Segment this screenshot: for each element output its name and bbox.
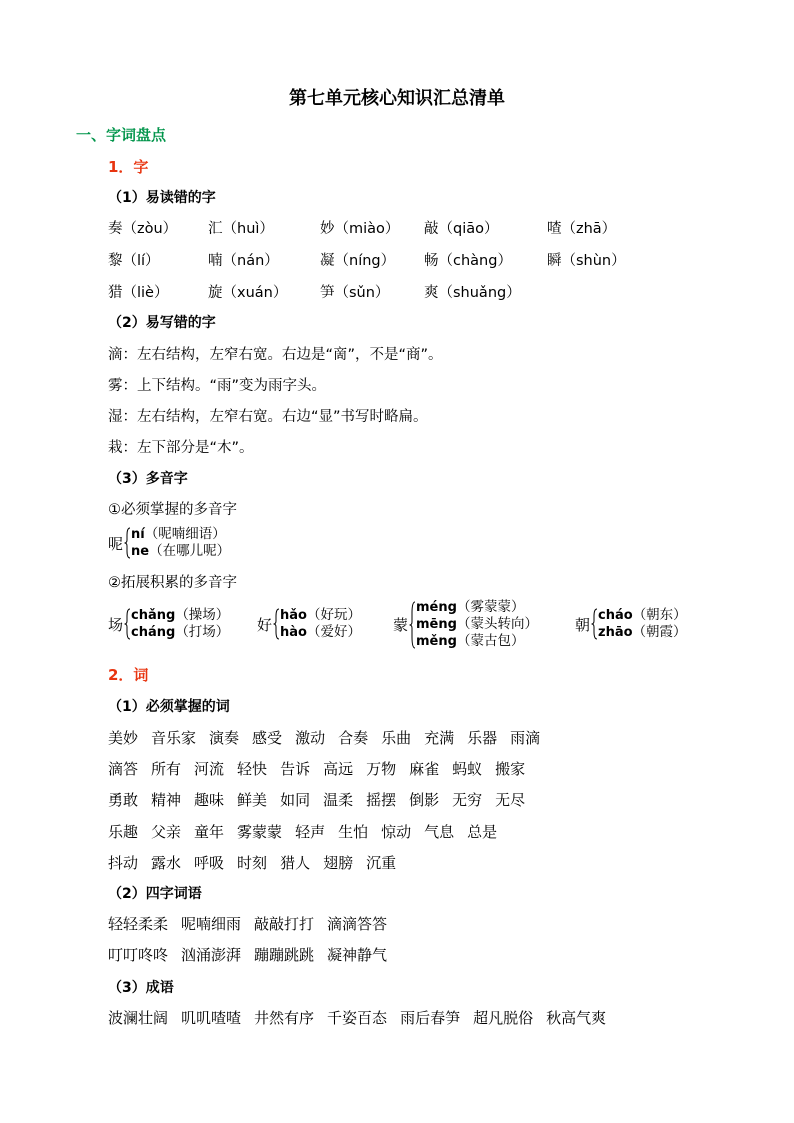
example-word: （雾蒙蒙）: [456, 599, 525, 615]
word: 河流: [194, 760, 225, 779]
word: 秋高气爽: [546, 1009, 607, 1027]
part-heading-characters: 1．字: [108, 158, 149, 176]
example-word: （朝东）: [632, 607, 687, 623]
char-reading: 瞬（shùn）: [547, 253, 626, 269]
word: 轻轻柔柔: [108, 915, 169, 933]
word-row: [108, 789, 538, 810]
pinyin: ní: [131, 527, 145, 542]
polyphonic-char: 好: [257, 615, 273, 634]
polyphonic-extend-label: ②拓展积累的多音字: [108, 575, 237, 591]
word: 呢喃细雨: [181, 915, 242, 933]
word: 翅膀: [323, 853, 354, 872]
word: 鲜美: [237, 791, 268, 810]
word: 滴滴答答: [327, 915, 388, 933]
word: 美妙: [108, 729, 139, 747]
subheading-easy-read: （1）易读错的字: [108, 190, 216, 206]
word: 轻声: [295, 822, 326, 841]
word: 搬家: [495, 760, 526, 779]
char-reading: 爽（shuǎng）: [424, 285, 521, 301]
word: 敲敲打打: [254, 915, 315, 933]
word: 麻雀: [409, 760, 440, 779]
pinyin: chǎng: [131, 608, 176, 623]
word: 滴答: [108, 760, 139, 779]
easy-write-line: 湿：左右结构，左窄右宽。右边“显”书写时略扁。: [108, 409, 428, 425]
page-title: 第七单元核心知识汇总清单: [289, 88, 505, 109]
example-word: （好玩）: [306, 607, 361, 623]
word-row: [108, 1007, 619, 1028]
char-reading: 凝（níng）: [320, 253, 396, 269]
char-reading: 黎（lí）: [108, 253, 160, 269]
word: 雾蒙蒙: [237, 822, 283, 841]
word: 感受: [252, 729, 283, 747]
word: 气息: [424, 822, 455, 841]
polyphonic-char: 蒙: [393, 616, 409, 634]
char-reading: 喃（nán）: [208, 253, 279, 269]
polyphonic-char: 场: [108, 615, 124, 634]
word: 生怕: [338, 822, 369, 841]
word: 乐趣: [108, 822, 139, 841]
char-reading: 笋（sǔn）: [320, 285, 390, 301]
word: 演奏: [209, 729, 240, 747]
word: 无穷: [452, 791, 483, 810]
word: 雨后春笋: [400, 1009, 461, 1027]
pinyin: zhāo: [598, 625, 633, 640]
polyphonic-entry: [108, 526, 230, 560]
example-word: （在哪儿呢）: [149, 543, 231, 559]
part-heading-words: 2．词: [108, 666, 149, 684]
pinyin: hào: [280, 625, 307, 640]
word: 精神: [151, 791, 182, 810]
word: 总是: [467, 822, 498, 841]
example-word: （操场）: [175, 607, 230, 623]
word-row: [108, 913, 400, 934]
word: 所有: [151, 760, 182, 779]
char-reading: 畅（chàng）: [424, 253, 512, 269]
polyphonic-entry: [393, 599, 538, 650]
word: 叽叽喳喳: [181, 1009, 242, 1027]
word: 叮叮咚咚: [108, 946, 169, 964]
example-word: （蒙头转向）: [456, 616, 538, 632]
word: 沉重: [366, 853, 397, 872]
char-reading: 旋（xuán）: [208, 285, 288, 301]
word: 千姿百态: [327, 1009, 388, 1027]
word: 童年: [194, 822, 225, 841]
word: 摇摆: [366, 791, 397, 810]
polyphonic-char: 朝: [575, 615, 591, 634]
char-reading: 奏（zòu）: [108, 221, 178, 237]
word-row: [108, 852, 409, 873]
word: 温柔: [323, 791, 354, 810]
word: 如同: [280, 791, 311, 810]
polyphonic-entry: [575, 607, 687, 641]
word: 抖动: [108, 853, 139, 872]
word-row: [108, 727, 553, 748]
word: 充满: [424, 729, 455, 747]
brace-icon: [124, 527, 131, 559]
easy-write-line: 滴：左右结构，左窄右宽。右边是“啇”，不是“商”。: [108, 347, 443, 363]
word: 高远: [323, 760, 354, 779]
subheading-polyphonic: （3）多音字: [108, 471, 188, 487]
polyphonic-entry: [257, 607, 361, 641]
example-word: （朝霞）: [632, 624, 687, 640]
word: 乐器: [467, 729, 498, 747]
char-reading: 妙（miào）: [320, 221, 400, 237]
word: 波澜壮阔: [108, 1009, 169, 1027]
word: 勇敢: [108, 791, 139, 810]
word: 蚂蚁: [452, 760, 483, 779]
pinyin: méng: [416, 600, 457, 615]
word: 音乐家: [151, 729, 197, 747]
word-row: [108, 758, 538, 779]
example-word: （打场）: [175, 624, 230, 640]
pinyin: cháo: [598, 608, 633, 623]
pinyin: měng: [416, 634, 457, 649]
example-word: （爱好）: [306, 624, 361, 640]
word: 超凡脱俗: [473, 1009, 534, 1027]
pinyin: cháng: [131, 625, 176, 640]
word: 雨滴: [510, 729, 541, 747]
example-word: （呢喃细语）: [144, 526, 226, 542]
subheading-idioms: （3）成语: [108, 980, 174, 996]
word: 猎人: [280, 853, 311, 872]
polyphonic-entry: [108, 607, 229, 641]
char-reading: 汇（huì）: [208, 221, 274, 237]
char-reading: 猎（liè）: [108, 285, 169, 301]
pinyin: hǎo: [280, 608, 307, 623]
brace-icon: [273, 608, 280, 640]
word: 蹦蹦跳跳: [254, 946, 315, 964]
word: 合奏: [338, 729, 369, 747]
word: 井然有序: [254, 1009, 315, 1027]
word: 无尽: [495, 791, 526, 810]
char-reading: 敲（qiāo）: [424, 221, 499, 237]
subheading-easy-write: （2）易写错的字: [108, 315, 216, 331]
subheading-must-words: （1）必须掌握的词: [108, 699, 230, 715]
word: 激动: [295, 729, 326, 747]
brace-icon: [591, 608, 598, 640]
word: 趣味: [194, 791, 225, 810]
polyphonic-char: 呢: [108, 534, 124, 553]
example-word: （蒙古包）: [456, 633, 525, 649]
word: 倒影: [409, 791, 440, 810]
word: 呼吸: [194, 853, 225, 872]
easy-write-line: 雾：上下结构。“雨”变为雨字头。: [108, 378, 327, 394]
section-heading: 一、字词盘点: [76, 126, 167, 144]
word: 乐曲: [381, 729, 412, 747]
easy-write-line: 栽：左下部分是“木”。: [108, 440, 254, 456]
word: 父亲: [151, 822, 182, 841]
word: 凝神静气: [327, 946, 388, 964]
word-row: [108, 821, 510, 842]
word: 告诉: [280, 760, 311, 779]
word: 时刻: [237, 853, 268, 872]
polyphonic-must-label: ①必须掌握的多音字: [108, 502, 237, 518]
pinyin: mēng: [416, 617, 457, 632]
brace-icon: [124, 608, 131, 640]
word: 轻快: [237, 760, 268, 779]
char-reading: 喳（zhā）: [547, 221, 617, 237]
word-row: [108, 944, 400, 965]
pinyin: ne: [131, 544, 150, 559]
word: 露水: [151, 853, 182, 872]
word: 万物: [366, 760, 397, 779]
brace-icon: [409, 601, 416, 649]
word: 惊动: [381, 822, 412, 841]
subheading-four-char: （2）四字词语: [108, 886, 202, 902]
word: 汹涌澎湃: [181, 946, 242, 964]
